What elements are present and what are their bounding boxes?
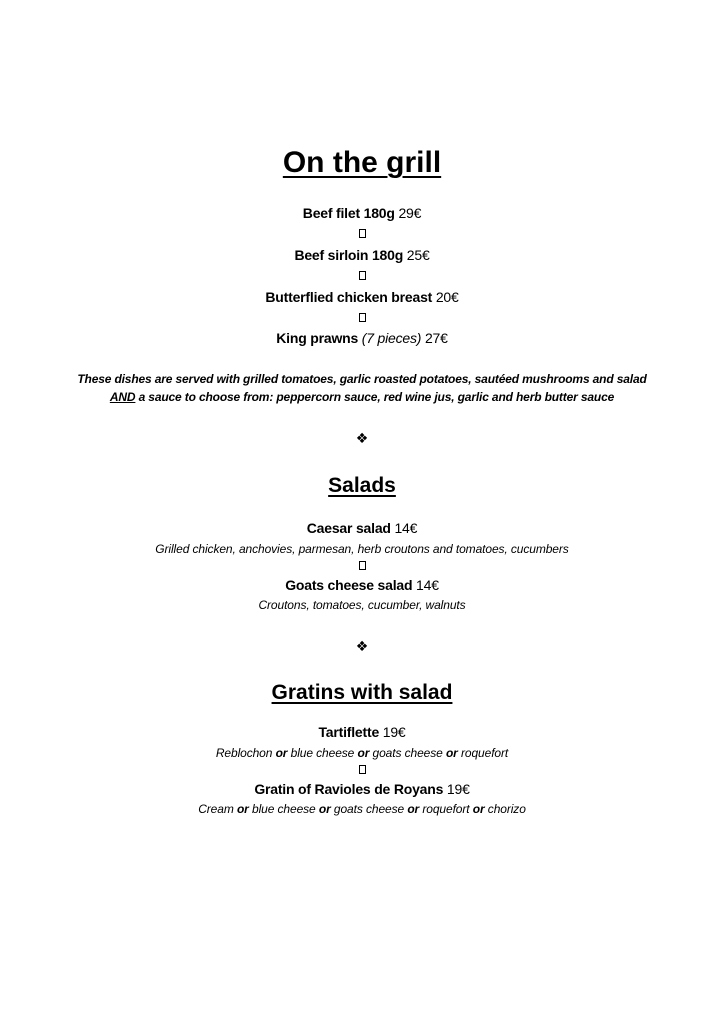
dish-name: Butterflied chicken breast xyxy=(265,289,433,305)
dish-description: Croutons, tomatoes, cucumber, walnuts xyxy=(258,598,466,612)
or-word: or xyxy=(407,802,420,816)
or-word: or xyxy=(445,746,458,760)
dish-price: 19€ xyxy=(446,781,470,797)
menu-item-caesar-salad xyxy=(0,520,724,536)
dish-price: 19€ xyxy=(382,724,406,740)
box-separator-icon xyxy=(0,765,724,777)
dish-note: (7 pieces) xyxy=(361,330,422,346)
served-with-note-line-2 xyxy=(0,390,724,404)
box-separator-icon xyxy=(0,271,724,283)
menu-item-gratin-ravioles xyxy=(0,781,724,797)
grill-title: On the grill xyxy=(282,146,442,179)
box-separator-icon xyxy=(0,229,724,241)
dish-name: Beef sirloin 180g xyxy=(294,247,404,263)
dish-name: Caesar salad xyxy=(306,520,391,536)
dish-price: 29€ xyxy=(398,205,422,221)
served-line-2-text: a sauce to choose from: peppercorn sauce, red wine jus, garlic and herb butter sauce xyxy=(135,390,615,404)
diamond-ornament-icon: ❖ xyxy=(355,431,369,447)
option: blue cheese xyxy=(252,802,316,816)
gratins-title: Gratins with salad xyxy=(271,681,453,704)
dish-description: Grilled chicken, anchovies, parmesan, herb croutons and tomatoes, cucumbers xyxy=(155,542,569,556)
dish-options xyxy=(0,746,724,760)
option: roquefort xyxy=(461,746,509,760)
menu-item-goats-cheese-salad xyxy=(0,577,724,593)
dish-name: Beef filet 180g xyxy=(302,205,395,221)
dish-options xyxy=(0,802,724,816)
menu-item-beef-filet xyxy=(0,205,724,221)
dish-price: 27€ xyxy=(424,330,448,346)
menu-item-beef-sirloin xyxy=(0,247,724,263)
dish-name: Goats cheese salad xyxy=(285,577,413,593)
salads-title: Salads xyxy=(328,474,396,497)
dish-price: 14€ xyxy=(416,577,439,593)
dish-price: 20€ xyxy=(435,289,459,305)
served-and-word: AND xyxy=(109,390,136,404)
box-separator-icon xyxy=(0,313,724,325)
or-word: or xyxy=(472,802,485,816)
diamond-ornament-icon: ❖ xyxy=(355,639,369,655)
option: goats cheese xyxy=(372,746,443,760)
option: roquefort xyxy=(422,802,470,816)
box-separator-icon xyxy=(0,561,724,573)
dish-price: 25€ xyxy=(406,247,430,263)
dish-name: Tartiflette xyxy=(318,724,380,740)
option: Cream xyxy=(198,802,234,816)
option: chorizo xyxy=(487,802,526,816)
served-with-note-line-1: These dishes are served with grilled tomatoes, garlic roasted potatoes, sautéed mushrooms and salad xyxy=(77,372,647,386)
dish-name: Gratin of Ravioles de Royans xyxy=(254,781,444,797)
or-word: or xyxy=(318,802,331,816)
menu-item-tartiflette xyxy=(0,724,724,740)
or-word: or xyxy=(236,802,249,816)
option: blue cheese xyxy=(290,746,355,760)
or-word: or xyxy=(275,746,288,760)
menu-item-chicken-breast xyxy=(0,289,724,305)
dish-name: King prawns xyxy=(276,330,359,346)
option: goats cheese xyxy=(333,802,405,816)
option: Reblochon xyxy=(215,746,273,760)
menu-item-king-prawns xyxy=(0,330,724,346)
dish-price: 14€ xyxy=(394,520,418,536)
or-word: or xyxy=(357,746,370,760)
